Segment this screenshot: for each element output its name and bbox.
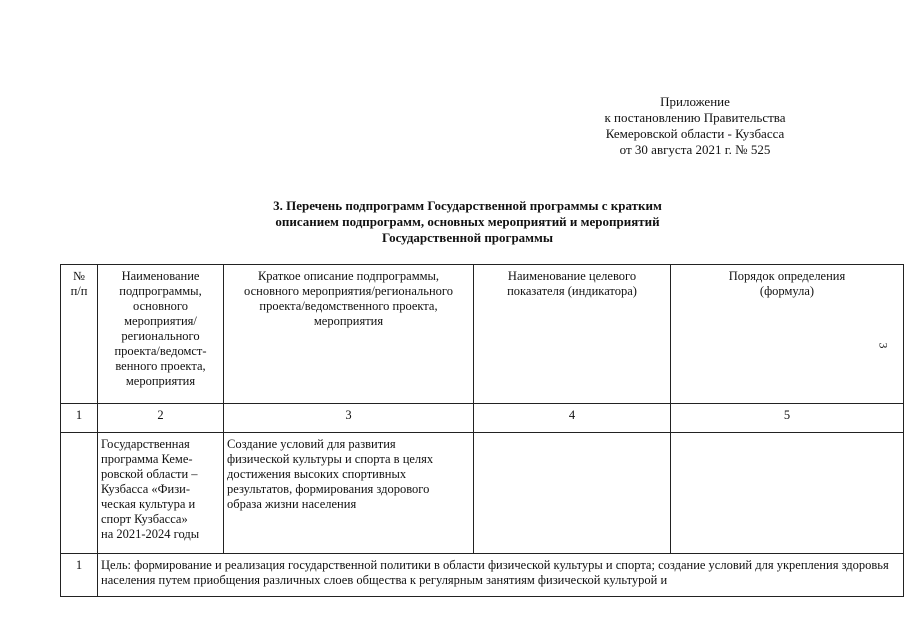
goal-number-cell: 1 [61,554,98,597]
appendix-block [560,94,830,158]
goal-text-cell: Цель: формирование и реализация государственной политики в области физической культуры и спорта; создание условий для укрепления здоровья населения путем приобщения различных слоев общества к регулярным занятиям физической культурой и [98,554,904,597]
program-indicator-cell [474,433,671,554]
table-row [61,554,904,597]
page-number: 3 [876,342,891,349]
title-line-2: описанием подпрограмм, основных мероприятий и мероприятий [275,214,660,229]
document-title [200,198,735,246]
header-indicator: Наименование целевого показателя (индикатора) [474,265,671,404]
program-number-cell [61,433,98,554]
appendix-line-4: от 30 августа 2021 г. № 525 [619,142,771,157]
column-number: 5 [671,404,904,433]
program-formula-cell [671,433,904,554]
table-row [61,433,904,554]
table-header-row [61,265,904,404]
program-description-cell: Создание условий для развития физической культуры и спорта в целях достижения высоких спортивных результатов, формирования здорового образа жизни населения [224,433,474,554]
appendix-line-3: Кемеровской области - Кузбасса [605,126,785,141]
subprograms-table [60,264,904,597]
column-number: 4 [474,404,671,433]
column-number: 2 [98,404,224,433]
column-number: 1 [61,404,98,433]
header-formula: Порядок определения (формула) [671,265,904,404]
header-number: № п/п [61,265,98,404]
title-line-1: 3. Перечень подпрограмм Государственной программы с кратким [273,198,662,213]
header-name: Наименование подпрограммы, основного мероприятия/ регионального проекта/ведомст- венного проекта, мероприятия [98,265,224,404]
title-line-3: Государственной программы [381,230,554,245]
program-name-cell: Государственная программа Кеме- ровской области – Кузбасса «Физи- ческая культура и спорт Кузбасса» на 2021-2024 годы [98,433,224,554]
appendix-line-1: Приложение [660,94,730,109]
column-number-row [61,404,904,433]
appendix-line-2: к постановлению Правительства [604,110,786,125]
column-number: 3 [224,404,474,433]
header-description: Краткое описание подпрограммы, основного мероприятия/регионального проекта/ведомственного проекта, мероприятия [224,265,474,404]
